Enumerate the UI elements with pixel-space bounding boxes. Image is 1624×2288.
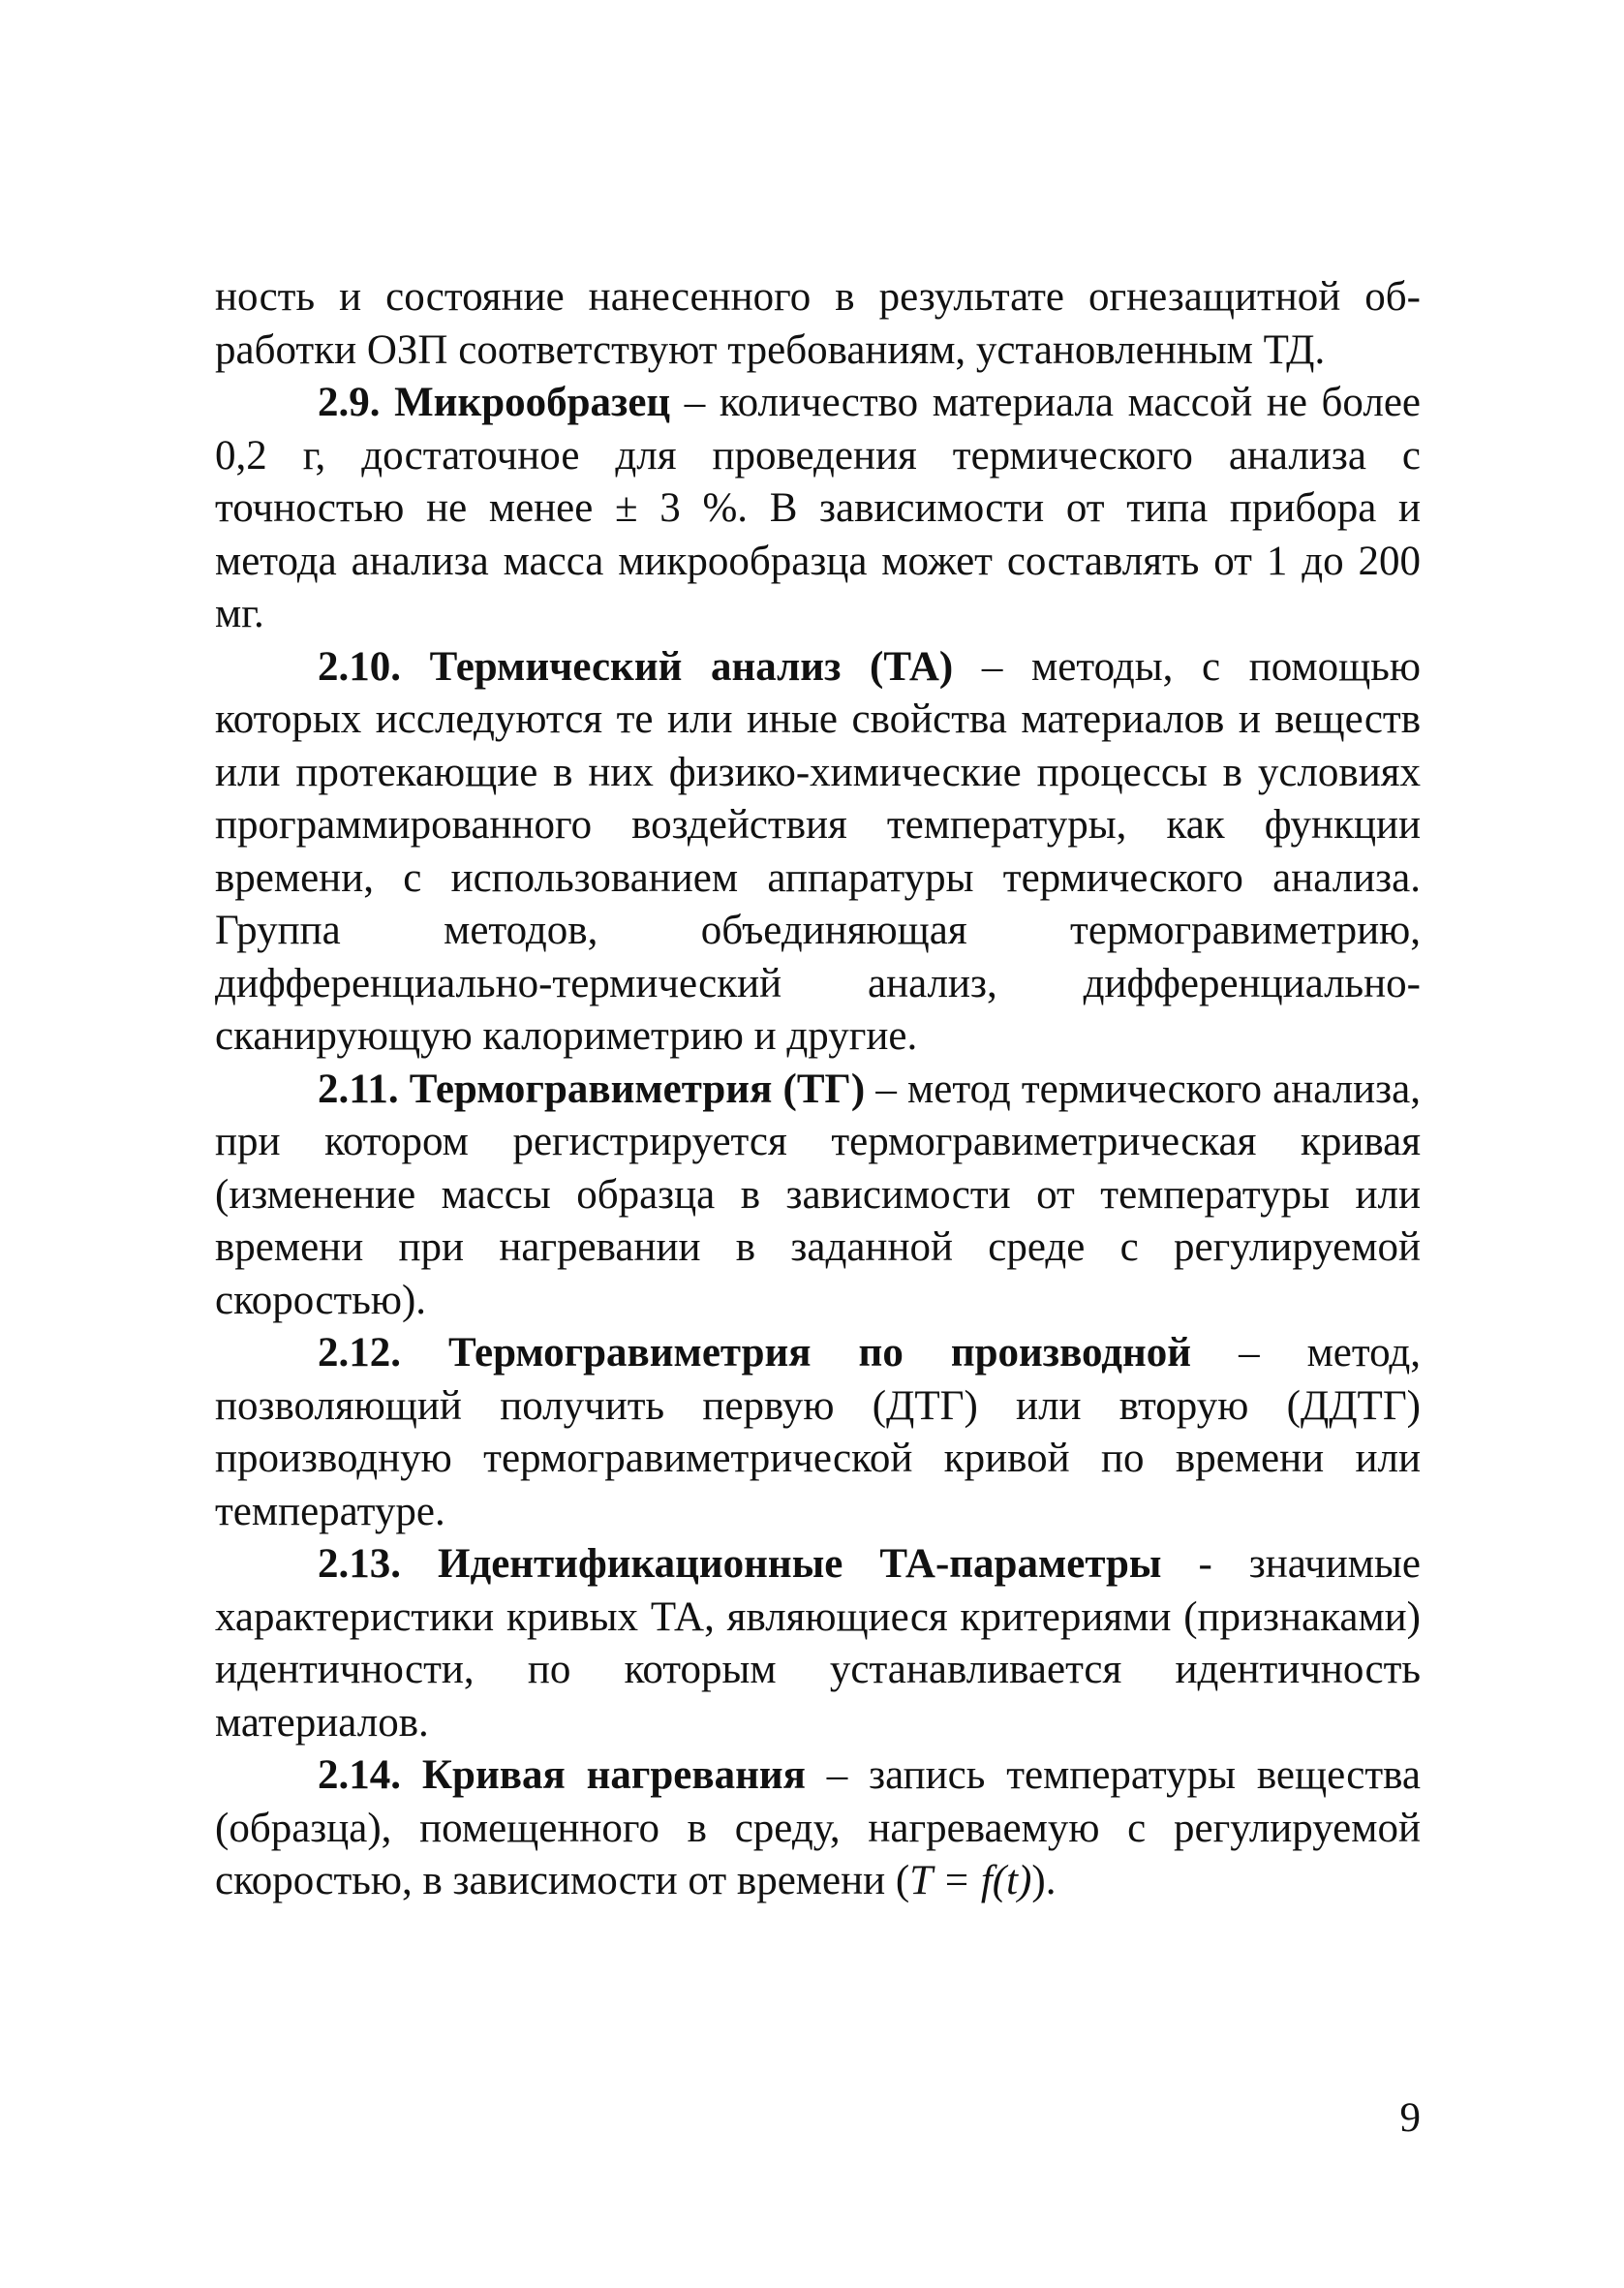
paragraph-text: – запись температуры вещества (образца), помещенного в среду, нагреваемую с регулируемой скоростью, в зависимости от времени ( xyxy=(215,1752,1421,1903)
paragraph-2-12 xyxy=(215,1327,1421,1538)
term-derivative-thermogravimetry: 2.12. Термогравиметрия по производной xyxy=(318,1330,1192,1376)
term-heating-curve: 2.14. Кривая нагревания xyxy=(318,1752,806,1798)
paragraph-2-10 xyxy=(215,641,1421,1064)
paragraph-continuation xyxy=(215,271,1421,377)
page-number: 9 xyxy=(1399,2095,1421,2141)
paragraph-2-14 xyxy=(215,1749,1421,1908)
paragraph-2-9 xyxy=(215,377,1421,641)
paragraph-tail: ). xyxy=(1031,1858,1057,1903)
term-thermogravimetry: 2.11. Термогравиметрия (ТГ) xyxy=(318,1066,866,1112)
term-thermal-analysis: 2.10. Термический анализ (ТА) xyxy=(318,643,954,690)
term-identification-parameters: 2.13. Идентификационные ТА-параметры xyxy=(318,1541,1162,1587)
term-microsample: 2.9. Микрообразец xyxy=(318,380,671,425)
paragraph-text: – количество материала массой не более 0,2 г, достаточное для проведения термического анализа с точностью не менее ± 3 %. В зависимости от типа прибора и метода анализа масса микрообразца может составлять от 1 до 200 мг. xyxy=(215,380,1421,636)
formula: T = f(t) xyxy=(909,1858,1032,1903)
paragraph-text: – методы, с помощью которых исследуются те или иные свойства материалов и веществ или протекающие в них физико-химические процессы в условиях программированного воздействия температуры, как функции времени, с использованием аппаратуры термического анализа. Группа методов, объединяющая термогравиметрию, дифференциально-термический анализ, дифференциально-сканирующую калориметрию и другие. xyxy=(215,643,1421,1059)
paragraph-2-13 xyxy=(215,1538,1421,1749)
paragraph-text: – метод, позволяющий получить первую (ДТГ) или вторую (ДДТГ) производную термогравиметрической кривой по времени или температуре. xyxy=(215,1330,1421,1534)
body-text xyxy=(215,271,1421,1908)
paragraph-text: ность и состояние нанесенного в результате огнезащитной обработки ОЗП соответствуют требованиям, установленным ТД. xyxy=(215,274,1421,373)
paragraph-text: – метод термического анализа, при котором регистрируется термогравиметрическая кривая (изменение массы образца в зависимости от температуры или времени при нагревании в заданной среде с регулируемой скоростью). xyxy=(215,1066,1421,1323)
paragraph-text: - значимые характеристики кривых ТА, являющиеся критериями (признаками) идентичности, по которым устанавливается идентичность материалов. xyxy=(215,1541,1421,1746)
paragraph-2-11 xyxy=(215,1064,1421,1328)
